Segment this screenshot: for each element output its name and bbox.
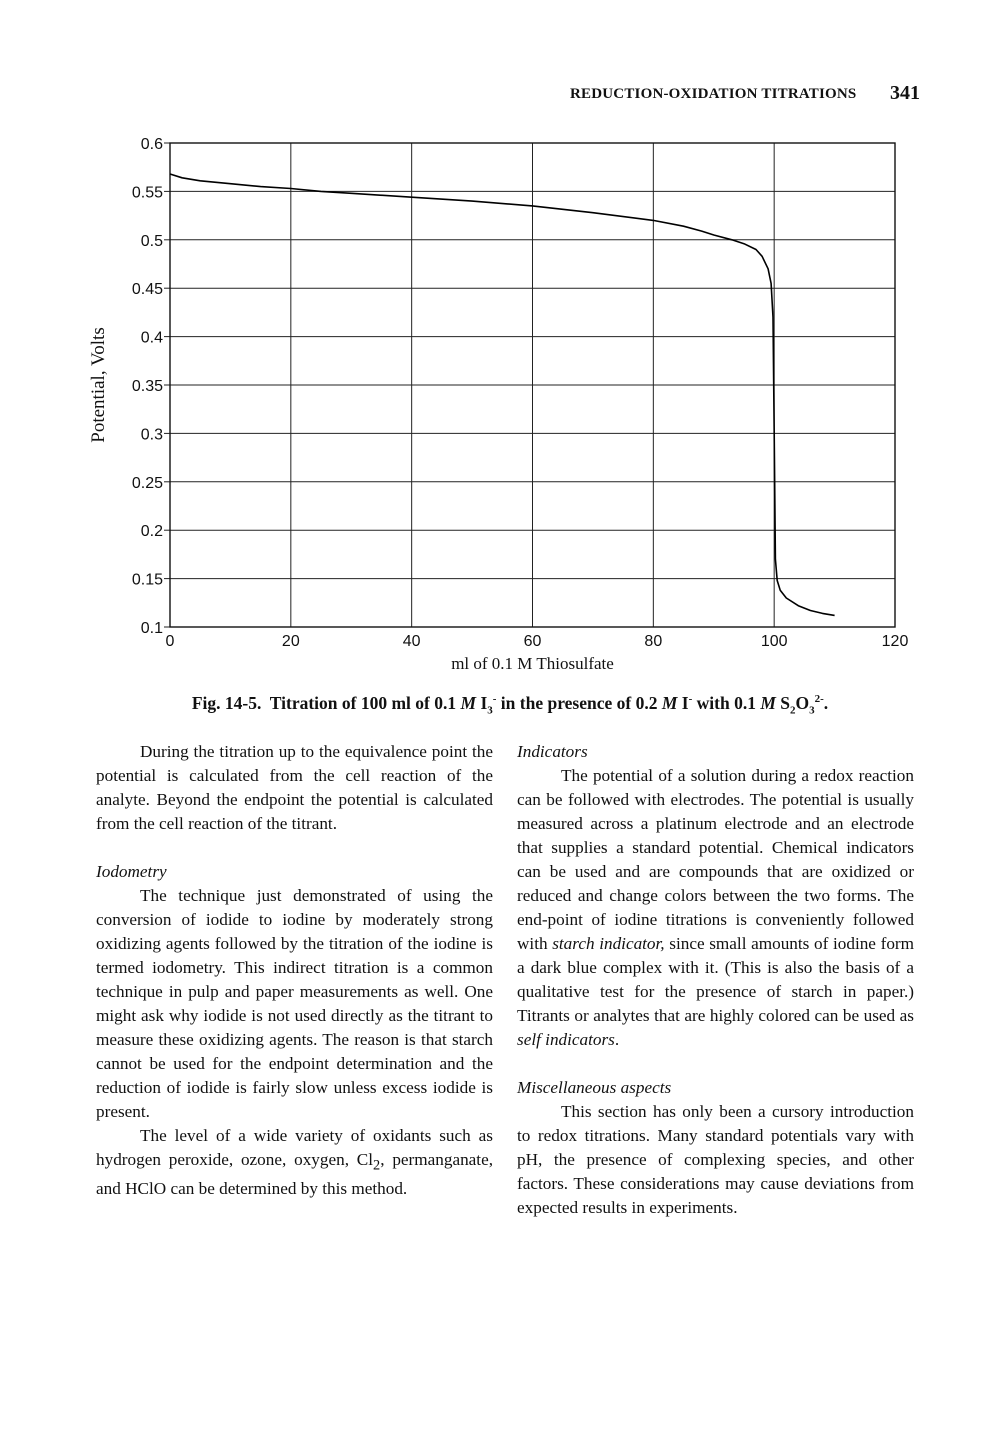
right-column [517, 740, 914, 1220]
y-tick-label-10: 0.6 [140, 136, 163, 153]
triiodide-charge: - [492, 693, 497, 706]
caption-text-3: with 0.1 [696, 693, 756, 713]
caption-molar-3: M [760, 693, 776, 713]
heading-indicators: Indicators [517, 742, 588, 761]
thio-s: S [780, 693, 790, 713]
oxidants-text-b: , permanganate, and HClO can be determined by this method. [96, 1150, 494, 1199]
iodide-charge: - [688, 693, 693, 706]
page-number: 341 [890, 82, 920, 104]
running-title: REDUCTION-OXIDATION TITRATIONS [570, 86, 857, 102]
starch-indicator-term: starch indicator, [552, 934, 665, 953]
x-tick-label-1: 20 [281, 633, 300, 650]
x-tick-label-4: 80 [644, 633, 663, 650]
y-tick-label-7: 0.45 [131, 281, 163, 299]
x-tick-label-0: 0 [165, 633, 175, 650]
x-tick-label-3: 60 [523, 633, 542, 650]
self-indicators-term: self indicators [517, 1030, 615, 1049]
y-tick-label-5: 0.35 [131, 378, 163, 395]
y-tick-label-0: 0.1 [140, 620, 163, 637]
left-column [96, 740, 493, 1201]
x-axis-label: ml of 0.1 M Thiosulfate [451, 654, 614, 673]
caption-thiosulfate [780, 693, 824, 717]
triiodide-subscript: 3 [487, 704, 493, 717]
y-tick-label-4: 0.3 [140, 426, 163, 444]
iodide-symbol: I [681, 693, 689, 713]
y-tick-label-8: 0.5 [140, 232, 163, 250]
heading-miscellaneous: Miscellaneous aspects [517, 1078, 672, 1097]
caption-triiodide [480, 693, 497, 717]
thio-sub-1: 2 [790, 704, 796, 717]
thio-charge: 2- [814, 693, 824, 706]
caption-text-2: in the presence of 0.2 [500, 693, 658, 713]
paragraph-indicators [517, 764, 914, 1052]
indicators-text-end: . [614, 1030, 620, 1049]
x-tick-label-6: 120 [881, 633, 909, 650]
caption-iodide [682, 693, 692, 713]
y-axis-label: Potential, Volts [88, 327, 109, 443]
y-tick-label-6: 0.4 [140, 329, 163, 347]
page-header [560, 82, 920, 108]
caption-molar-2: M [661, 693, 678, 713]
indicators-text-b: since small amounts of iodine form a dark blue complex with it. (This is also the basis of a qualitative test for the presence of starch in paper.) Titrants or analytes that are highly colored can be used as [517, 934, 914, 1025]
triiodide-symbol: I [480, 693, 488, 713]
y-tick-label-9: 0.55 [131, 184, 163, 202]
thio-o: O [795, 693, 810, 713]
paragraph-iodometry: The technique just demonstrated of using the conversion of iodide to iodine by moderately strong oxidizing agents followed by the titration of the iodine is termed iodometry. This indirect titration is a common technique in pulp and paper measurements as well. One might ask why iodide is not used directly as the titrant to measure these oxidizing agents. The reason is that starch cannot be used for the endpoint determination and the reduction of iodide is fairly slow unless excess iodide is present. [96, 886, 493, 1121]
caption-text-1: Titration of 100 ml of 0.1 [269, 693, 457, 713]
chlorine-subscript: 2 [373, 1157, 381, 1174]
paragraph-oxidants [96, 1124, 493, 1201]
oxidants-text-a: The level of a wide variety of oxidants such as hydrogen peroxide, ozone, oxygen, Cl [96, 1126, 493, 1169]
heading-iodometry: Iodometry [96, 862, 167, 881]
caption-molar-1: M [460, 693, 477, 713]
paragraph-miscellaneous: This section has only been a cursory introduction to redox titrations. Many standard potentials vary with pH, the presence of complexing species, and other factors. These considerations may cause deviations from expected results in experiments. [517, 1102, 914, 1217]
indicators-text-a: The potential of a solution during a redox reaction can be followed with electrodes. The potential is usually measured across a platinum electrode and an electrode that supplies a standard potential. Chemical indicators can be used and are compounds that are oxidized or reduced and change colors between the two forms. The end-point of iodine titrations is conveniently followed with [517, 766, 914, 953]
thio-sub-2: 3 [809, 704, 815, 717]
chart-svg [80, 130, 940, 680]
figure-caption [100, 693, 920, 717]
x-tick-label-2: 40 [402, 633, 421, 650]
y-tick-label-1: 0.15 [131, 571, 163, 589]
y-tick-label-2: 0.2 [140, 523, 163, 541]
caption-end: . [823, 693, 829, 713]
titration-chart [80, 130, 940, 680]
y-tick-label-3: 0.25 [131, 474, 163, 492]
caption-prefix: Fig. 14-5. [191, 693, 262, 713]
spacer [96, 836, 493, 860]
paragraph-equivalence: During the titration up to the equivalence point the potential is calculated from the cell reaction of the analyte. Beyond the endpoint the potential is calculated from the cell reaction of the titrant. [96, 742, 493, 833]
spacer [517, 1052, 914, 1076]
x-tick-label-5: 100 [760, 633, 788, 650]
